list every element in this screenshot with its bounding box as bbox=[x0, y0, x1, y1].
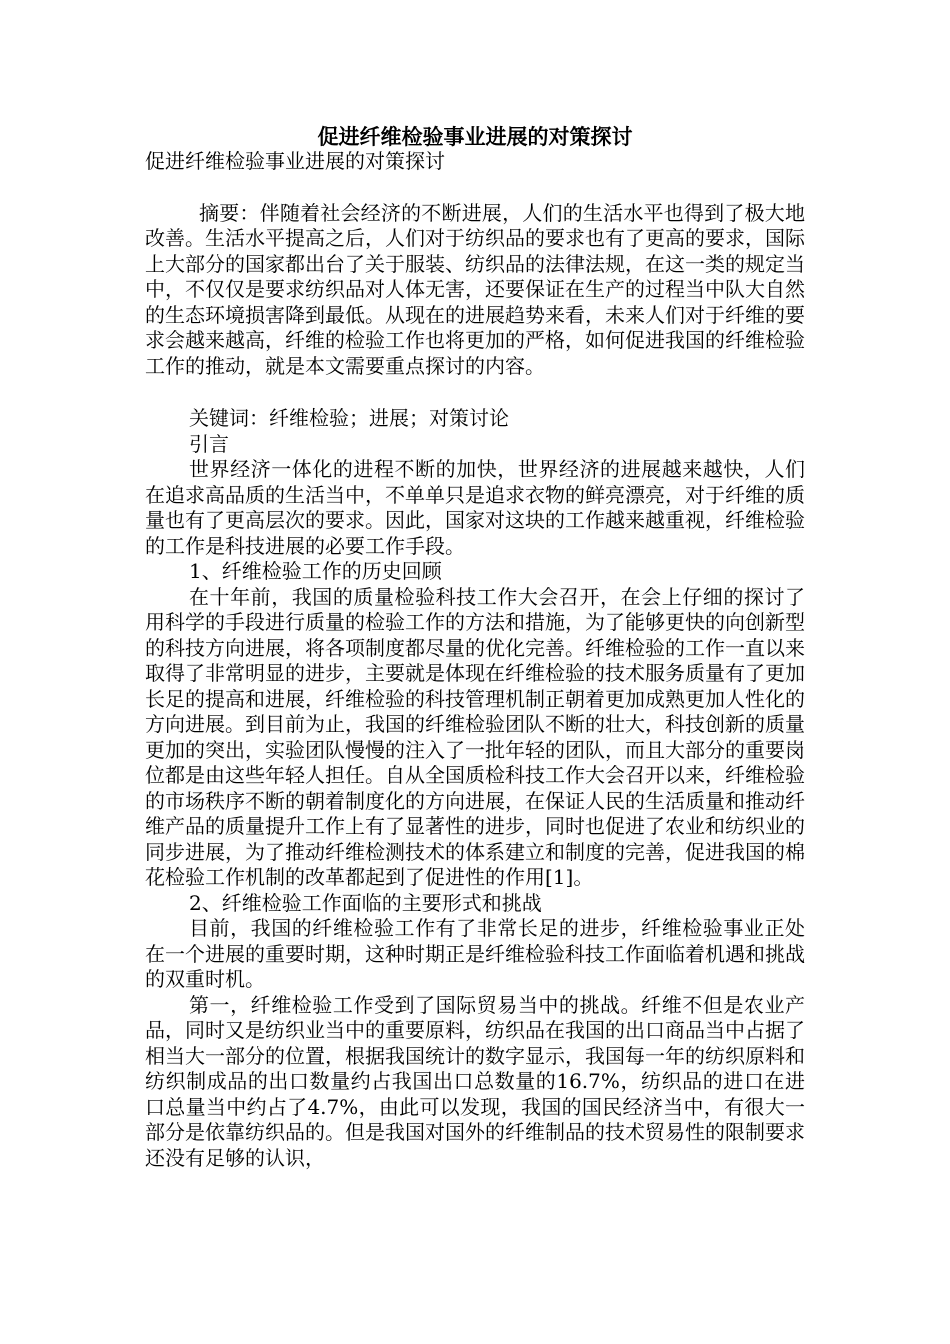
intro-heading: 引言 bbox=[189, 431, 229, 456]
intro-paragraph: 世界经济一体化的进程不断的加快，世界经济的进展越来越快，人们在追求高品质的生活当中，不单单只是追求衣物的鲜亮漂亮，对于纤维的质量也有了更高层次的要求。因此，国家对这块的工作越来越重视，纤维检验的工作是科技进展的必要工作手段。 bbox=[145, 457, 805, 558]
spacer bbox=[145, 175, 805, 201]
document-body bbox=[145, 149, 805, 1171]
document-title: 促进纤维检验事业进展的对策探讨 bbox=[317, 125, 633, 149]
section-1-paragraph: 在十年前，我国的质量检验科技工作大会召开，在会上仔细的探讨了用科学的手段进行质量的检验工作的方法和措施，为了能够更快的向创新型的科技方向进展，将各项制度都尽量的优化完善。纤维检验的工作一直以来取得了非常明显的进步，主要就是体现在纤维检验的技术服务质量有了更加长足的提高和进展，纤维检验的科技管理机制正朝着更加成熟更加人性化的方向进展。到目前为止，我国的纤维检验团队不断的壮大，科技创新的质量更加的突出，实验团队慢慢的注入了一批年轻的团队，而且大部分的重要岗位都是由这些年轻人担任。自从全国质检科技工作大会召开以来，纤维检验的市场秩序不断的朝着制度化的方向进展，在保证人民的生活质量和推动纤维产品的质量提升工作上有了显著性的进步，同时也促进了农业和纺织业的同步进展，为了推动纤维检测技术的体系建立和制度的完善，促进我国的棉花检验工作机制的改革都起到了促进性的作用[1]。 bbox=[145, 584, 805, 889]
abstract-paragraph: 摘要：伴随着社会经济的不断进展，人们的生活水平也得到了极大地改善。生活水平提高之后，人们对于纺织品的要求也有了更高的要求，国际上大部分的国家都出台了关于服装、纺织品的法律法规，在这一类的规定当中，不仅仅是要求纺织品对人体无害，还要保证在生产的过程当中队大自然的生态环境损害降到最低。从现在的进展趋势来看，未来人们对于纤维的要求会越来越高，纤维的检验工作也将更加的严格，如何促进我国的纤维检验工作的推动，就是本文需要重点探讨的内容。 bbox=[145, 200, 805, 378]
section-2-heading: 2、纤维检验工作面临的主要形式和挑战 bbox=[189, 890, 542, 915]
section-2-point-1-paragraph: 第一，纤维检验工作受到了国际贸易当中的挑战。纤维不但是农业产品，同时又是纺织业当中的重要原料，纺织品在我国的出口商品当中占据了相当大一部分的位置，根据我国统计的数字显示，我国每一年的纺织原料和纺织制成品的出口数量约占我国出口总数量的16.7%，纺织品的进口在进口总量当中约占了4.7%，由此可以发现，我国的国民经济当中，有很大一部分是依靠纺织品的。但是我国对国外的纤维制品的技术贸易性的限制要求还没有足够的认识， bbox=[145, 992, 805, 1170]
section-1-heading: 1、纤维检验工作的历史回顾 bbox=[189, 559, 442, 583]
document-subtitle: 促进纤维检验事业进展的对策探讨 bbox=[145, 149, 445, 173]
keywords-line: 关键词：纤维检验；进展；对策讨论 bbox=[189, 406, 509, 430]
spacer bbox=[145, 379, 805, 406]
section-2-paragraph: 目前，我国的纤维检验工作有了非常长足的进步，纤维检验事业正处在一个进展的重要时期，这种时期正是纤维检验科技工作面临着机遇和挑战的双重时机。 bbox=[145, 916, 805, 991]
